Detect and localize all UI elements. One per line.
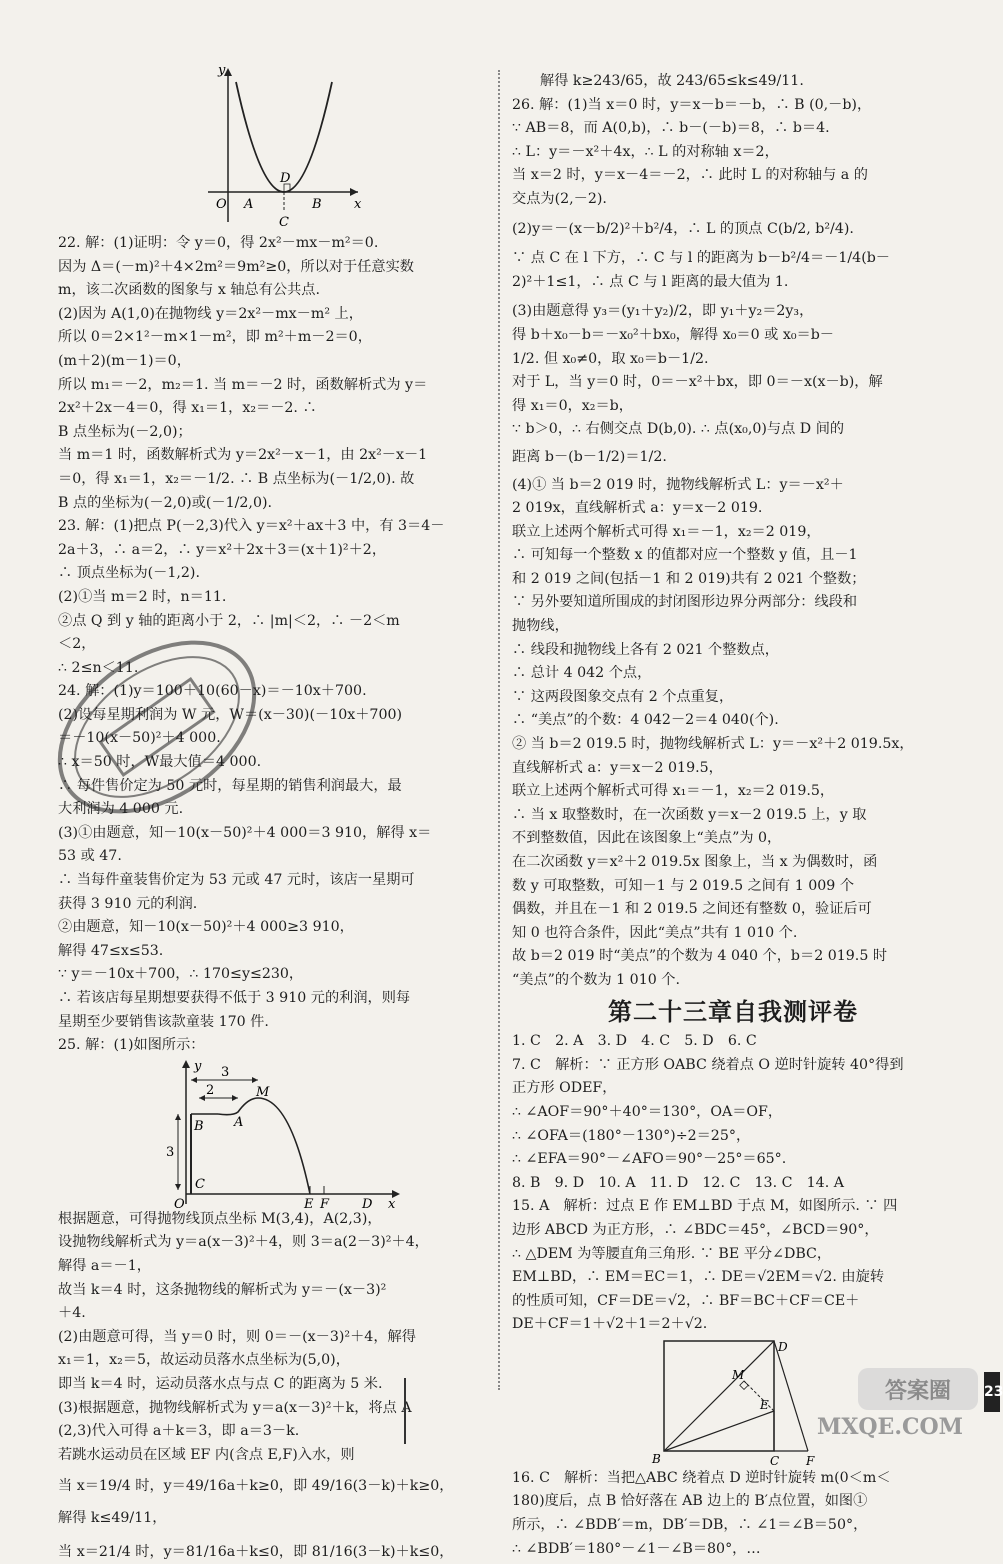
text-line: 联立上述两个解析式可得 x₁＝－1，x₂＝2 019.5， [512, 780, 954, 804]
text-line: 24. 解：(1)y＝100＋10(60－x)＝－10x＋700. [58, 680, 490, 704]
text-line: ∴ 每件售价定为 50 元时，每星期的销售利润最大，最 [58, 775, 490, 799]
text-line: 抛物线， [512, 615, 954, 639]
text-line: 的性质可知，CF＝DE＝√2，∴ BF＝BC＋CF＝CE＋ [512, 1290, 954, 1314]
text-line: 故当 k＝4 时，这条抛物线的解析式为 y＝－(x－3)² [58, 1279, 490, 1303]
solution-26 [512, 70, 954, 993]
height-3-label: 3 [166, 1145, 174, 1160]
text-line: 当 m＝1 时，函数解析式为 y＝2x²－x－1，由 2x²－x－1 [58, 444, 490, 468]
column-divider [498, 70, 500, 1390]
point-e-label: E [303, 1197, 314, 1212]
text-line: ②点 Q 到 y 轴的距离小于 2，∴ |m|＜2，∴ －2＜m [58, 610, 490, 634]
text-line: 设抛物线解析式为 y＝a(x－3)²＋4，则 3＝a(2－3)²＋4， [58, 1231, 490, 1255]
text-line: ＋4. [58, 1302, 490, 1326]
text-line: ∵ y＝－10x＋700，∴ 170≤y≤230， [58, 963, 490, 987]
text-line: 故 b＝2 019 时“美点”的个数为 4 040 个，b＝2 019.5 时 [512, 945, 954, 969]
text-line: 解得 k≥243/65，故 243/65≤k≤49/11. [512, 70, 954, 94]
text-line: 解得 a＝－1， [58, 1255, 490, 1279]
text-line: 根据题意，可得抛物线顶点坐标 M(3,4)，A(2,3)， [58, 1208, 490, 1232]
text-line: (3)①由题意，知－10(x－50)²＋4 000＝3 910，解得 x＝ [58, 822, 490, 846]
text-line: 当 x＝19/4 时，y＝49/16a＋k≥0，即 49/16(3－k)＋k≥0， [58, 1475, 490, 1499]
text-line: 当 x＝21/4 时，y＝81/16a＋k≤0，即 81/16(3－k)＋k≤0， [58, 1541, 490, 1564]
text-line: 正方形 ODEF， [512, 1077, 954, 1101]
text-line: ∴ 当每件童装售价定为 53 元或 47 元时，该店一星期可 [58, 869, 490, 893]
length-2-label: 2 [206, 1083, 214, 1098]
text-line: 23. 解：(1)把点 P(－2,3)代入 y＝x²＋ax＋3 中，有 3＝4－ [58, 515, 490, 539]
text-line: ∴ 总计 4 042 个点， [512, 662, 954, 686]
text-line: DE＋CF＝1＋√2＋1＝2＋√2. [512, 1313, 954, 1337]
text-line: ∵ 另外要知道所围成的封闭图形边界分两部分：线段和 [512, 591, 954, 615]
text-line: ∵ AB＝8，而 A(0,b)，∴ b－(－b)＝8，∴ b＝4. [512, 117, 954, 141]
text-line: ② 当 b＝2 019.5 时，抛物线解析式 L：y＝－x²＋2 019.5x， [512, 733, 954, 757]
point-c-label: C [770, 1454, 779, 1468]
point-f-label: F [319, 1197, 330, 1212]
text-line: 15. A 解析：过点 E 作 EM⊥BD 于点 M，如图所示. ∵ 四 [512, 1195, 954, 1219]
text-line: (2)y＝－(x－b/2)²＋b²/4，∴ L 的顶点 C(b/2, b²/4). [512, 218, 954, 242]
text-line: (2)①当 m＝2 时，n＝11. [58, 586, 490, 610]
watermark-logo [750, 1364, 1000, 1444]
text-line: 当 x＝2 时，y＝x－4＝－2，∴ 此时 L 的对称轴与 a 的 [512, 164, 954, 188]
text-line: (3)由题意得 y₃＝(y₁＋y₂)/2，即 y₁＋y₂＝2y₃， [512, 300, 954, 324]
point-d-label: D [777, 1340, 788, 1354]
point-a-label: A [243, 197, 253, 212]
text-line: ＝0，得 x₁＝1，x₂＝－1/2. ∴ B 点坐标为(－1/2,0). 故 [58, 468, 490, 492]
text-line: ∴ ∠OFA＝(180°－130°)÷2＝25°， [512, 1125, 954, 1149]
text-line: ∴ ∠AOF＝90°＋40°＝130°，OA＝OF， [512, 1101, 954, 1125]
text-line: ∴ “美点”的个数：4 042－2＝4 040(个). [512, 709, 954, 733]
text-line: ∵ b＞0，∴ 右侧交点 D(b,0). ∴ 点(x₀,0)与点 D 间的 [512, 418, 954, 442]
point-b-label: B [651, 1452, 661, 1466]
text-line: (3)根据题意，抛物线解析式为 y＝a(x－3)²＋k，将点 A [58, 1397, 490, 1421]
parabola-figure-22 [58, 62, 490, 232]
point-a-label: A [233, 1115, 243, 1130]
text-line: 边形 ABCD 为正方形，∴ ∠BDC＝45°，∠BCD＝90°， [512, 1219, 954, 1243]
text-line: ∴ 若该店每星期想要获得不低于 3 910 元的利润，则每 [58, 987, 490, 1011]
text-line: “美点”的个数为 1 010 个. [512, 969, 954, 993]
text-line: ∴ L：y＝－x²＋4x，∴ L 的对称轴 x＝2， [512, 141, 954, 165]
text-line: 获得 3 910 元的利润. [58, 893, 490, 917]
x-axis-label: x [354, 197, 362, 212]
text-line: 8. B 9. D 10. A 11. D 12. C 13. C 14. A [512, 1172, 954, 1196]
origin-label: O [216, 197, 227, 212]
point-e-label: E [759, 1398, 769, 1412]
text-line: ∴ ∠EFA＝90°－∠AFO＝90°－25°＝65°. [512, 1148, 954, 1172]
text-line: 直线解析式 a：y＝x－2 019.5， [512, 757, 954, 781]
right-column [512, 62, 954, 1561]
text-line: 2a＋3，∴ a＝2，∴ y＝x²＋2x＋3＝(x＋1)²＋2， [58, 539, 490, 563]
text-line: 即当 k＝4 时，运动员落水点与点 C 的距离为 5 米. [58, 1373, 490, 1397]
text-line: ∴ x＝50 时，W最大值＝4 000. [58, 751, 490, 775]
origin-label: O [174, 1197, 185, 1212]
text-line: 22. 解：(1)证明：令 y＝0，得 2x²－mx－m²＝0. [58, 232, 490, 256]
text-line: 知 0 也符合条件，因此“美点”共有 1 010 个. [512, 922, 954, 946]
text-line: 解得 k≤49/11， [58, 1507, 490, 1531]
text-line: 1/2. 但 x₀≠0，取 x₀＝b－1/2. [512, 348, 954, 372]
svg-text:答案圈: 答案圈 [885, 1378, 951, 1404]
bottom-rule [404, 1378, 406, 1444]
text-line: m，该二次函数的图象与 x 轴总有公共点. [58, 279, 490, 303]
text-line: 若跳水运动员在区域 EF 内(含点 E,F)入水，则 [58, 1444, 490, 1468]
text-line: 距离 b－(b－1/2)＝1/2. [512, 446, 954, 470]
text-line: (4)① 当 b＝2 019 时，抛物线解析式 L：y＝－x²＋ [512, 474, 954, 498]
text-line: x₁＝1，x₂＝5，故运动员落水点坐标为(5,0)， [58, 1349, 490, 1373]
text-line: 1. C 2. A 3. D 4. C 5. D 6. C [512, 1030, 954, 1054]
text-line: ②由题意，知－10(x－50)²＋4 000≥3 910， [58, 916, 490, 940]
text-line: 对于 L，当 y＝0 时，0＝－x²＋bx，即 0＝－x(x－b)，解 [512, 371, 954, 395]
text-line: 16. C 解析：当把△ABC 绕着点 D 逆时针旋转 m(0＜m＜ [512, 1467, 954, 1491]
point-b-label: B [193, 1119, 204, 1134]
text-line: B 点坐标为(－2,0)； [58, 421, 490, 445]
text-line: 所以 0＝2×1²－m×1－m²，即 m²＋m－2＝0， [58, 326, 490, 350]
y-axis-label: y [193, 1059, 202, 1074]
text-line: ∴ 可知每一个整数 x 的值都对应一个整数 y 值，且－1 [512, 544, 954, 568]
solution-25-part2 [58, 1208, 490, 1564]
text-line: 交点为(2,－2). [512, 188, 954, 212]
text-line: 大利润为 4 000 元. [58, 798, 490, 822]
answer-16 [512, 1467, 954, 1561]
text-line: ＝－10(x－50)²＋4 000. [58, 727, 490, 751]
text-line: 得 x₁＝0，x₂＝b， [512, 395, 954, 419]
text-line: 25. 解：(1)如图所示： [58, 1034, 490, 1058]
text-line: 7. C 解析：∵ 正方形 OABC 绕着点 O 逆时针旋转 40°得到 [512, 1054, 954, 1078]
text-line: EM⊥BD，∴ EM＝EC＝1，∴ DE＝√2EM＝√2. 由旋转 [512, 1266, 954, 1290]
point-d-label: D [361, 1197, 373, 1212]
point-m-label: M [731, 1368, 745, 1382]
text-line: 偶数，并且在－1 和 2 019.5 之间还有整数 0，验证后可 [512, 898, 954, 922]
text-line: ∴ 顶点坐标为(－1,2). [58, 562, 490, 586]
text-line: (2,3)代入可得 a＋k＝3，即 a＝3－k. [58, 1420, 490, 1444]
chapter-title: 第二十三章自我测评卷 [512, 1001, 954, 1025]
text-line: ＜2， [58, 633, 490, 657]
text-line: (m＋2)(m－1)＝0， [58, 350, 490, 374]
text-line: 数 y 可取整数，可知－1 与 2 019.5 之间有 1 009 个 [512, 875, 954, 899]
text-line: 在二次函数 y＝x²＋2 019.5x 图象上，当 x 为偶数时，函 [512, 851, 954, 875]
point-b-label: B [311, 197, 322, 212]
text-line: B 点的坐标为(－2,0)或(－1/2,0). [58, 492, 490, 516]
text-line: ∵ 点 C 在 l 下方，∴ C 与 l 的距离为 b－b²/4＝－1/4(b－ [512, 247, 954, 271]
point-c-label: C [195, 1177, 205, 1192]
text-line: ∴ 2≤n＜11. [58, 657, 490, 681]
text-line: 2x²＋2x－4＝0，得 x₁＝1，x₂＝－2. ∴ [58, 397, 490, 421]
page-number: 23 [984, 1372, 1000, 1412]
text-line: (2)因为 A(1,0)在抛物线 y＝2x²－mx－m² 上， [58, 303, 490, 327]
seal-stamp-graphic [42, 612, 272, 842]
text-line: ∴ 线段和抛物线上各有 2 021 个整数点， [512, 639, 954, 663]
watermark-text: MXQE.COM [817, 1414, 963, 1440]
text-line: 2 019x，直线解析式 a：y＝x－2 019. [512, 497, 954, 521]
text-line: 和 2 019 之间(包括－1 和 2 019)共有 2 021 个整数； [512, 568, 954, 592]
text-line: 因为 Δ＝(－m)²＋4×2m²＝9m²≥0，所以对于任意实数 [58, 256, 490, 280]
text-line: 2)²＋1≤1，∴ 点 C 与 l 距离的最大值为 1. [512, 271, 954, 295]
point-f-label: F [805, 1454, 815, 1468]
text-line: 得 b＋x₀－b＝－x₀²＋bx₀，解得 x₀＝0 或 x₀＝b－ [512, 324, 954, 348]
length-3-label: 3 [221, 1065, 229, 1080]
text-line: 53 或 47. [58, 845, 490, 869]
text-line: (2)设每星期利润为 W 元，W＝(x－30)(－10x＋700) [58, 704, 490, 728]
text-line: 联立上述两个解析式可得 x₁＝－1，x₂＝2 019， [512, 521, 954, 545]
chapter-23-answers [512, 1030, 954, 1337]
point-c-label: C [279, 215, 289, 230]
diving-trajectory-figure-25 [58, 1058, 490, 1208]
text-line: 180)度后，点 B 恰好落在 AB 边上的 B′点位置，如图① [512, 1490, 954, 1514]
text-line: ∴ ∠BDB′＝180°－∠1－∠B＝80°，… [512, 1538, 954, 1562]
text-line: ∵ 这两段图象交点有 2 个点重复， [512, 686, 954, 710]
point-m-label: M [255, 1085, 270, 1100]
text-line: 星期至少要销售该款童装 170 件. [58, 1011, 490, 1035]
point-d-label: D [279, 171, 291, 186]
text-line: ∴ △DEM 为等腰直角三角形. ∵ BE 平分∠DBC， [512, 1243, 954, 1267]
y-axis-label: y [217, 63, 226, 78]
text-line: 所示，∴ ∠BDB′＝m，DB′＝DB，∴ ∠1＝∠B＝50°， [512, 1514, 954, 1538]
text-line: 解得 47≤x≤53. [58, 940, 490, 964]
text-line: 不到整数值，因此在该图象上“美点”为 0， [512, 827, 954, 851]
text-line: 26. 解：(1)当 x＝0 时，y＝x－b＝－b，∴ B (0,－b)， [512, 94, 954, 118]
text-line: (2)由题意可得，当 y＝0 时，则 0＝－(x－3)²＋4，解得 [58, 1326, 490, 1350]
text-line: 所以 m₁＝－2，m₂＝1. 当 m＝－2 时，函数解析式为 y＝ [58, 374, 490, 398]
x-axis-label: x [388, 1197, 396, 1212]
text-line: ∴ 当 x 取整数时，在一次函数 y＝x－2 019.5 上，y 取 [512, 804, 954, 828]
